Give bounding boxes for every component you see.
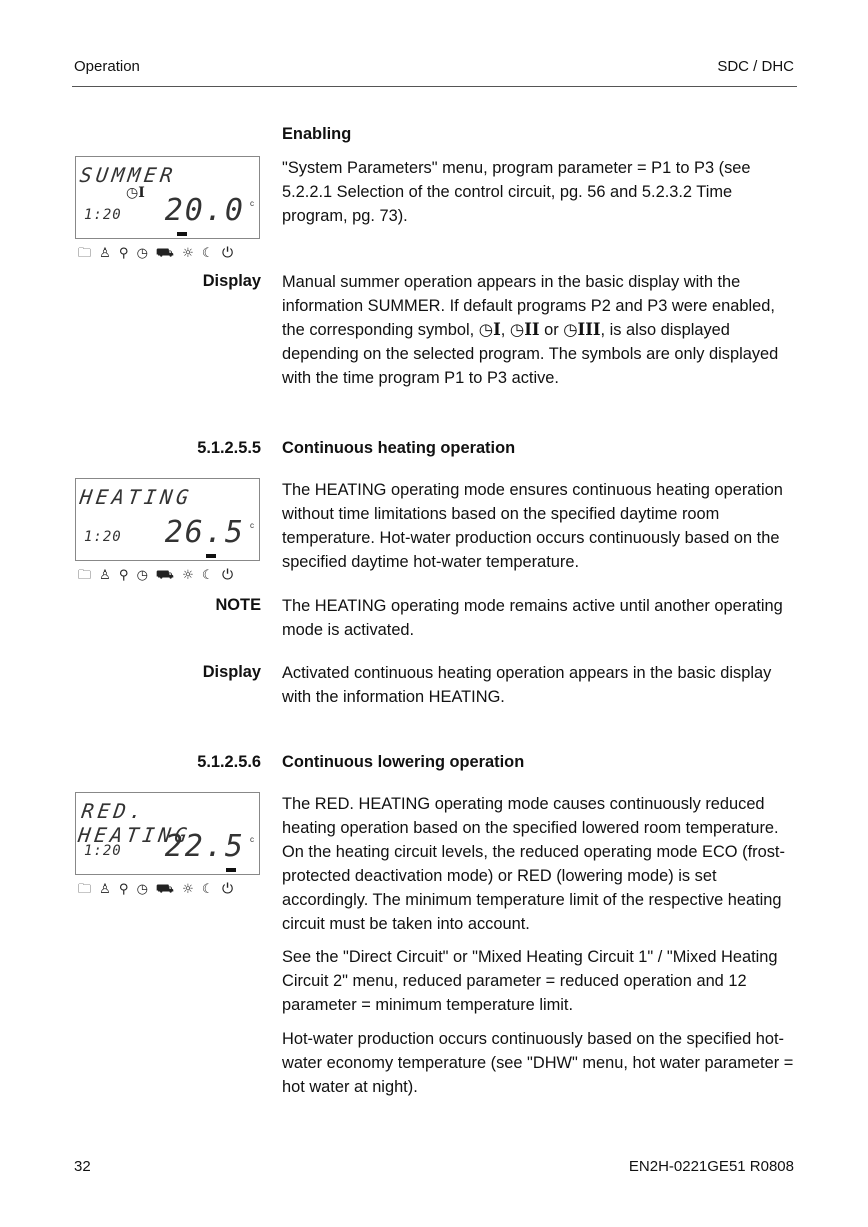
section-heading: Continuous lowering operation [282,753,525,771]
lcd-mode-cursor [226,868,236,872]
lcd-degree-unit: c [250,521,254,530]
note-text: The HEATING operating mode remains active until another operating mode is activated. [282,597,783,639]
lcd-program-symbol: ◷I [126,185,145,201]
program-1-symbol: ◷I [478,320,501,339]
header-product-name: SDC / DHC [717,58,794,75]
page-number: 32 [74,1158,91,1175]
lcd-mode-text: SUMMER [78,163,178,187]
lcd-temperature: 26.5 [164,515,245,550]
note-label: NOTE [215,596,261,614]
lcd-mode-text: HEATING [78,485,194,509]
lowering-description: The RED. HEATING operating mode causes continuously reduced heating operation based on the specified lowered room temperature. On the heating circuit levels, the reduced operating mode ECO (frost-protected deactivation mode) or RED (lowering mode) is set accordingly. The minimum temperature limit of the respective heating circuit must be taken into account. [282,795,785,933]
document-code: EN2H-0221GE51 R0808 [628,1158,794,1175]
lcd-display-heating [75,478,260,561]
section-number: 5.1.2.5.6 [197,753,261,771]
summer-display-text-a: Manual summer operation appears in the basic display with the information SUMMER. If default programs P2 and P3 were enabled, the corresponding symbol, [282,273,775,339]
display-label: Display [202,272,261,290]
lcd-degree-unit: c [250,199,254,208]
mode-icons-row: 🗀 ♙ ⚲ ◷ ⛟ ☼ ☾ ⏻ [78,882,236,897]
lcd-degree-unit: c [250,835,254,844]
lowering-hot-water: Hot-water production occurs continuously based on the specified hot-water economy temperature (see "DHW" menu, hot water parameter = hot water at night). [282,1030,794,1096]
separator: or [539,321,564,339]
lcd-temperature: 20.0 [164,193,245,228]
enabling-heading: Enabling [282,125,352,143]
heating-description: The HEATING operating mode ensures continuous heating operation without time limitations based on the specified daytime room temperature. Hot-water production occurs continuously based on the specified daytime hot-water temperature. [282,481,783,571]
lowering-menu-reference: See the "Direct Circuit" or "Mixed Heating Circuit 1" / "Mixed Heating Circuit 2" menu, reduced parameter = reduced operation and 12 parameter = minimum temperature limit. [282,948,778,1014]
header-divider [72,86,797,87]
summer-display-text [282,270,797,390]
enabling-text: "System Parameters" menu, program parameter = P1 to P3 (see 5.2.2.1 Selection of the control circuit, pg. 56 and 5.2.3.2 Time program, pg. 73). [282,159,751,225]
separator: , [500,321,510,339]
summer-display-text-b: , is also displayed depending on the selected program. The symbols are only displayed with the time program P1 to P3 active. [282,321,779,387]
lcd-time: 1:20 [84,529,122,545]
lcd-temperature: 22.5 [164,829,245,864]
header-section-title: Operation [74,58,140,75]
program-3-symbol: ◷III [563,320,601,339]
section-heading: Continuous heating operation [282,439,516,457]
mode-icons-row: 🗀 ♙ ⚲ ◷ ⛟ ☼ ☾ ⏻ [78,246,236,261]
display-label: Display [202,663,261,681]
lcd-mode-cursor [177,232,187,236]
heating-display-text: Activated continuous heating operation appears in the basic display with the information HEATING. [282,664,772,706]
lcd-time: 1:20 [84,843,122,859]
lcd-display-summer [75,156,260,239]
section-number: 5.1.2.5.5 [197,439,261,457]
lcd-mode-text: RED. HEATING [76,799,193,847]
program-2-symbol: ◷II [509,320,540,339]
mode-icons-row: 🗀 ♙ ⚲ ◷ ⛟ ☼ ☾ ⏻ [78,568,236,583]
lcd-display-red-heating [75,792,260,875]
lcd-time: 1:20 [84,207,122,223]
lcd-mode-cursor [206,554,216,558]
